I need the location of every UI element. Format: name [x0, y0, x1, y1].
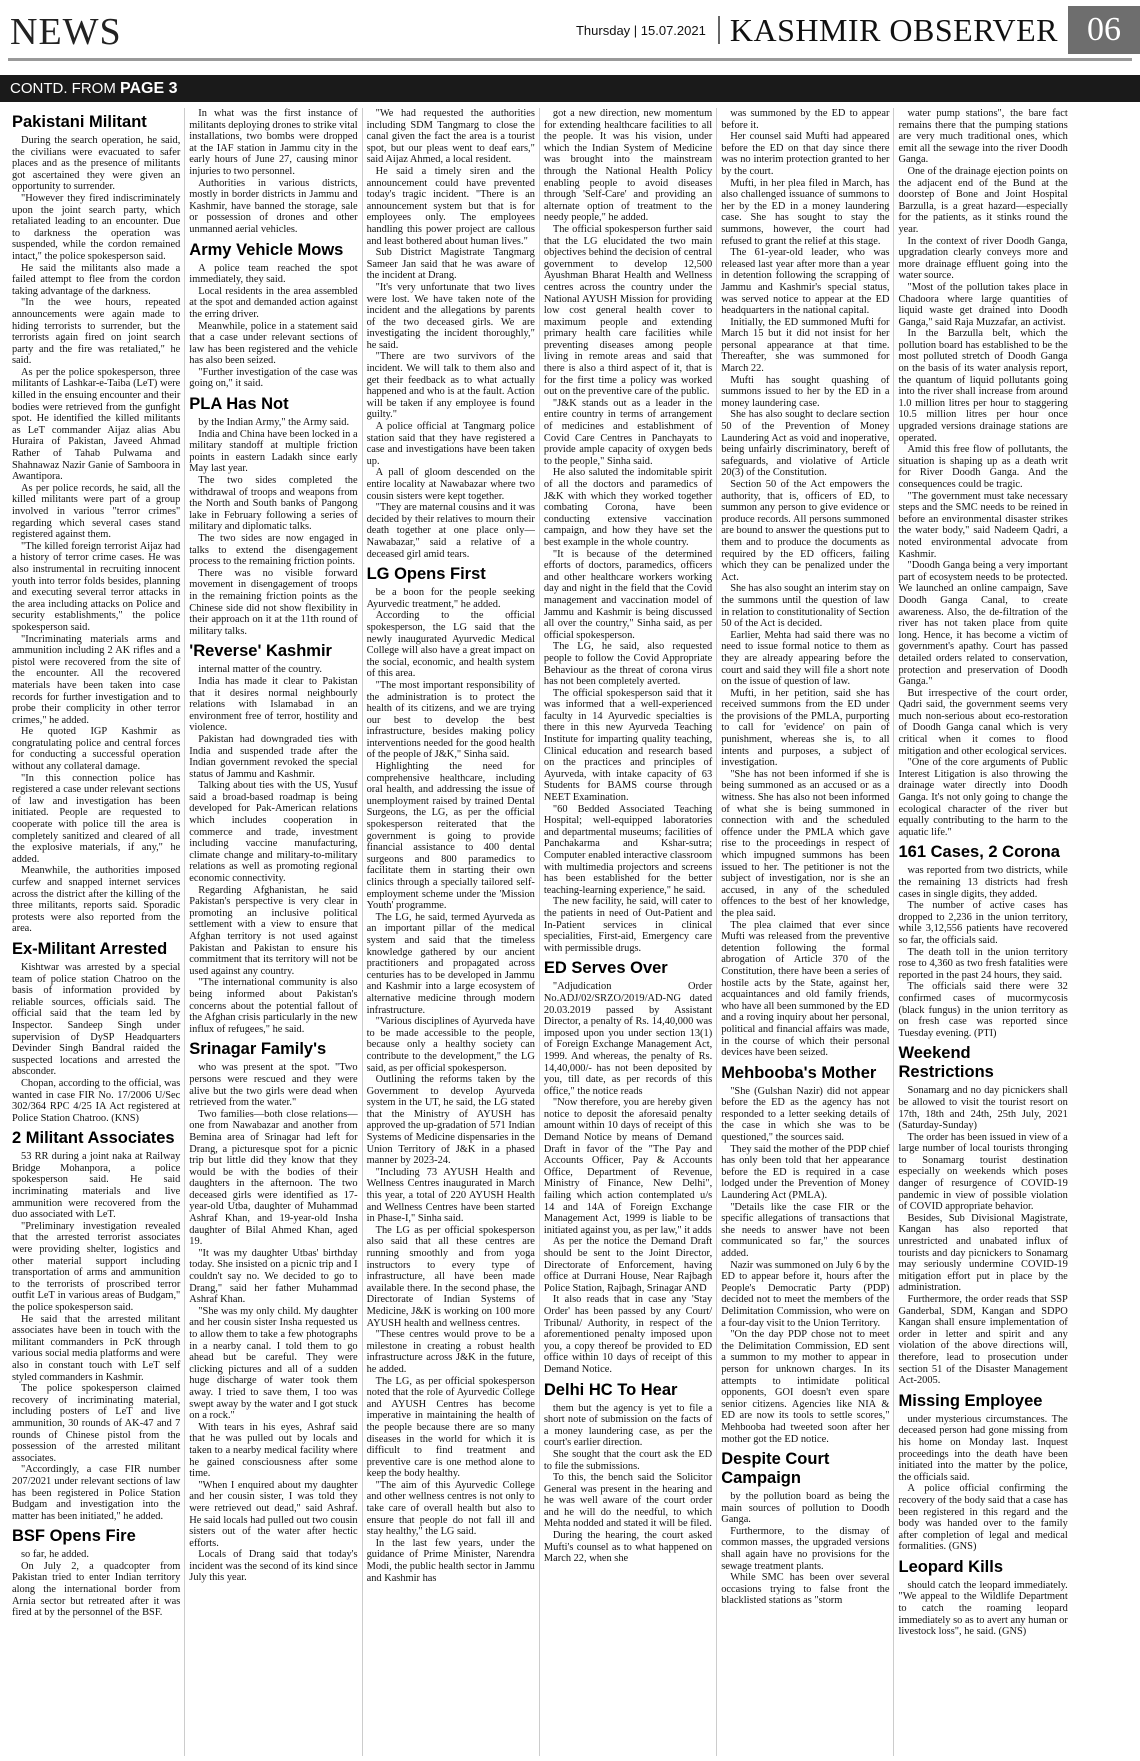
article-paragraph: Sonamarg and no day picnickers shall be allowed to visit the tourist resort on 17th, 18th and 24th, 25th July, 2021 (Saturday-Sunday) — [898, 1085, 1068, 1132]
article-paragraph: them but the agency is yet to file a short note of submission on the facts of a money laundering case, as per the court's earlier direction. — [543, 1402, 713, 1449]
article-paragraph: "Details like the case FIR or the specific allegations of transactions that she needs to answer have not been communicated so far," the sources added. — [721, 1201, 890, 1259]
article-paragraph: The number of active cases has dropped to 2,236 in the union territory, while 3,12,556 patients have recovered so far, the officials said. — [898, 900, 1068, 946]
article-paragraph: The LG, as per official spokesperson noted that the role of Ayurvedic College and AYUSH Centres has become imperative in maintaining the health of the people because there are so many diseases in the world for which it is difficult to find treatment and preventive care is one method alone to keep the body healthy. — [366, 1375, 535, 1480]
article-paragraph: The order has been issued in view of a large number of local tourists thronging to Sonamarg tourist destination especially on weekends which poses danger of resurgence of COVID-19 pandemic in view of possible violation of COVID appropriate behavior. — [898, 1131, 1068, 1213]
continued-label: CONTD. FROM — [10, 80, 120, 97]
article-paragraph: In the Barzulla belt, which the pollution board has established to be the most polluted stretch of Doodh Ganga on the basis of its water analysis report, the quantum of liquid pollutants going into the river shall increase from around 1.0 million litres per hour to staggering 10.5 million litres per hour once upgraded versions drainage stations are operated. — [898, 328, 1068, 444]
column-3 — [363, 108, 540, 1756]
article-paragraph: He quoted IGP Kashmir as congratulating police and central forces for conducting a successful operation without any collateral damage. — [12, 726, 181, 773]
issue-date: Thursday | 15.07.2021 — [564, 16, 720, 44]
column-6 — [894, 108, 1071, 1756]
article-paragraph: India has made it clear to Pakistan that it desires normal neighbourly relations with Islamabad in an environment free of terror, hostility and violence. — [189, 675, 358, 734]
article-paragraph: was summoned by the ED to appear before it. — [721, 108, 890, 131]
article-headline: 161 Cases, 2 Corona — [898, 843, 1060, 862]
article-paragraph: "Incriminating materials arms and ammunition including 2 AK rifles and a pistol were recovered from the site of the encounter. All the recovered materials have been taken into case records for further investigation and to probe their complicity in other terror crimes," he added. — [12, 633, 181, 726]
article-paragraph: A police official confirming the recovery of the body said that a case has been registered in this regard and the body was handed over to the family after completion of legal and medical formalities. (GNS) — [898, 1483, 1068, 1553]
article-paragraph: "In the wee hours, repeated announcements were again made to hiding terrorists to surrender, but the terrorists again fired on joint search party and the fire was retaliated," he said. — [12, 297, 181, 367]
article-paragraph: "Including 73 AYUSH Health and Wellness Centres inaugurated in March this year, a total of 220 AYUSH Health and Wellness Centres have been started in Phase-I," Sinha said. — [366, 1166, 535, 1225]
article-headline: Mehbooba's Mother — [721, 1063, 877, 1082]
article-paragraph: During the search operation, he said, the civilians were evacuated to safer places and as the presence of militants got ascertained they were given an opportunity to surrender. — [12, 135, 181, 193]
article-paragraph: To this, the bench said the Solicitor General was present in the hearing and he was well aware of the court order and he will do the needful, to which Mehta nodded and stated it will be filed. — [543, 1472, 713, 1530]
article-paragraph: According to the official spokesperson, the LG said that the newly inaugurated Ayurvedic Medical College will also have a great impact on the social, economic, and health system of this area. — [366, 610, 535, 680]
article-paragraph: Her counsel said Mufti had appeared before the ED on that day since there was no interim protection granted to her by the court. — [721, 131, 890, 177]
article-paragraph: The two sides completed the withdrawal of troops and weapons from the North and South banks of Pangong lake in February following a series of military and diplomatic talks. — [189, 475, 358, 533]
article-paragraph: should catch the leopard immediately. "We appeal to the Wildlife Department to catch the roaming leopard immediately so as to avert any human or livestock loss", he said. (GNS) — [898, 1579, 1068, 1638]
article-paragraph: Furthermore, the order reads that SSP Ganderbal, SDM, Kangan and SDPO Kangan shall ensure implementation of order in letter and spirit and any violation of the above directions will, therefore, lead to prosecution under section 51 of the Disaster Management Act-2005. — [898, 1294, 1068, 1387]
article-paragraph: "Doodh Ganga being a very important part of ecosystem needs to be protected. We launched an online campaign, Save Doodh Ganga Canal, to create awareness. Also, the de-filtration of the river has not taken place from quite long. Hence, it has become a victim of government's apathy. Court has passed detailed orders related to conservation, protection and preservation of Doodh Ganga." — [898, 560, 1068, 688]
article-paragraph: But irrespective of the court order, Qadri said, the government seems very much non-serious about eco-restoration of Doodh Ganga canal which is very critical when it comes to flood mitigation and other ecological services. — [898, 687, 1068, 757]
article-headline: Despite Court Campaign — [721, 1450, 830, 1488]
masthead-right — [564, 8, 1140, 52]
article-paragraph: The official spokesperson further said that the LG elucidated the two main objectives behind the decision of central government to develop 12,500 Ayushman Bharat Health and Wellness centres across the country under the National AYUSH Mission for providing low cost general health cover to maximum people and extending primary health care facilities while preventing diseases among people living in remote areas and said that there is also a third aspect of it, that is for the first time a policy was worked out on the preventive care of the public. — [543, 223, 713, 398]
article-paragraph: Mufti, in her plea filed in March, has also challenged issuance of summons to her by the ED in a money laundering case. She has sought to stay the summons, however, the court had refused to grant the relief at this stage. — [721, 177, 890, 247]
article-paragraph: Kishtwar was arrested by a special team of police station Chatroo on the basis of information provided by reliable sources, officials said. The official said that the team led by Inspector. Sandeep Singh under supervision of DySP Headquarters Devinder Singh Bandral raided the suspected locations and arrested the absconder. — [12, 961, 181, 1078]
article-paragraph: Outlining the reforms taken by the Government to develop Ayurveda system in the UT, he said, the LG stated that the Ministry of AYUSH has approved the up-gradation of 571 Indian Systems of Medicine dispensaries in the Union Territory of J&K in a phased manner by 2023-24. — [366, 1074, 535, 1167]
article-paragraph: "One of the core arguments of Public Interest Litigation is also throwing the drainage water directly into Doodh Ganga. It's not only going to change the ecological character of the river but equally contributing to the harm to the aquatic life." — [898, 757, 1068, 838]
article-paragraph: It also reads that in case any 'Stay Order' has been passed by any Court/ Tribunal/ Authority, in respect of the aforementioned penalty imposed upon you, a copy thereof be provided to ED office within 10 days of receipt of this Demand Notice. — [543, 1294, 713, 1375]
article-paragraph: The official spokesperson said that it was informed that a well-experienced faculty in 14 Ayurvedic specialties is there in this new Ayurveda Teaching Institute for imparting quality teaching, Clinical education and research based on the practices and principles of Ayurveda, with intake capacity of 63 Students for BAMS course through NEET Examination. — [543, 687, 713, 804]
column-5 — [717, 108, 894, 1756]
article-paragraph: "On the day PDP chose not to meet the Delimitation Commission, ED sent a summon to my mother to appear in person for unknown charges. In its attempts to intimidate political opponents, GOI doesn't even spare senior citizens. Agencies like NIA & ED are now its tools to settle scores," Mehbooba had tweeted soon after her mother got the ED notice. — [721, 1329, 890, 1445]
masthead — [0, 0, 1140, 62]
article-paragraph: India and China have been locked in a military standoff at multiple friction points in eastern Ladakh since early May last year. — [189, 428, 358, 475]
article-paragraph: She sought that the court ask the ED to file the submissions. — [543, 1448, 713, 1472]
article-paragraph: As per police records, he said, all the killed militants were part of a group involved in various "terror crimes" regarding which several cases stand registered against them. — [12, 482, 181, 541]
article-paragraph: Nazir was summoned on July 6 by the ED to appear before it, hours after the People's Democratic Party (PDP) decided not to meet the members of the Delimitation Commission, who were on a four-day visit to the Union Territory. — [721, 1259, 890, 1329]
article-paragraph: was reported from two districts, while the remaining 13 districts had fresh cases in single digits, they added. — [898, 865, 1068, 900]
article-paragraph: The LG, he said, also requested people to follow the Covid Appropriate Behaviour as the threat of corona virus has not been completely averted. — [543, 641, 713, 688]
article-paragraph: "Adjudication Order No.ADJ/02/SRZO/2019/AD-NG dated 20.03.2019 passed by Assistant Director, a penalty of Rs. 14,40,000 was imposed upon you under section 13(1) of Foreign Exchange Management Act, 1999. And whereas, the penalty of Rs. 14,40,000/- has not been deposited by you, till date, as per records of this office," the notice reads — [543, 981, 713, 1097]
article-paragraph: In the last few years, under the guidance of Prime Minister, Narendra Modi, the public health sector in Jammu and Kashmir has — [366, 1537, 535, 1584]
section-label: NEWS — [10, 11, 122, 53]
article-paragraph: "It is because of the determined efforts of doctors, paramedics, officers and other healthcare workers working day and night in the field that the Covid management and vaccination model of Jammu and Kashmir is being discussed all over the country," Sinha said, as per official spokesperson. — [543, 548, 713, 641]
article-paragraph: "J&K stands out as a leader in the entire country in terms of arrangement of medicines and establishment of Covid Care Centres in Panchayats to provide ample capacity of oxygen beds to the people," Sinha said. — [543, 397, 713, 467]
article-headline: Army Vehicle Mows — [189, 240, 344, 259]
article-paragraph: water pump stations", the bare fact remains there that the pumping stations are very much traditional ones, which emit all the sewage into the river Doodh Ganga. — [898, 108, 1068, 166]
article-paragraph: "The government must take necessary steps and the SMC needs to be reined in before an environmental disaster strikes the water body," said Nadeem Qadri, a noted environmental advocate from Kashmir. — [898, 490, 1068, 560]
article-paragraph: Authorities in various districts, mostly in border districts in Jammu and Kashmir, have banned the storage, sale or possession of drones and other unmanned aerial vehicles. — [189, 177, 358, 235]
article-headline: Delhi HC To Hear — [543, 1380, 678, 1399]
article-paragraph: Locals of Drang said that today's incident was the second of its kind since July this year. — [189, 1549, 358, 1584]
article-paragraph: The 61-year-old leader, who was released last year after more than a year in detention following the scrapping of Jammu and Kashmir's special status, was served notice to appear at the ED headquarters in the national capital. — [721, 247, 890, 317]
article-paragraph: who was present at the spot. "Two persons were rescued and they were alive but the two girls were dead when retrieved from the water." — [189, 1062, 358, 1109]
article-paragraph: Besides, Sub Divisional Magistrate, Kangan has also reported that unrestricted and unabated influx of tourists and day picnickers to Sonamarg may seriously undermine COVID-19 mitigation effort put in place by the administration. — [898, 1212, 1068, 1294]
article-paragraph: A police team reached the spot immediately, they said. — [189, 262, 358, 286]
column-1 — [8, 108, 185, 1756]
article-paragraph: "We had requested the authorities including SDM Tangmarg to close the canal given the fact the area is a tourist spot, but our pleas went to deaf ears," said Aijaz Ahmed, a local resident. — [366, 108, 535, 166]
article-paragraph: Sub District Magistrate Tangmarg Sameer Jan said that he was aware of the incident at Drang. — [366, 247, 535, 282]
article-paragraph: Furthermore, to the dismay of common masses, the upgraded versions shall again have no provisions for the sewage treatment plants. — [721, 1525, 890, 1572]
newspaper-name: KASHMIR OBSERVER — [729, 11, 1058, 48]
article-paragraph: The police spokesperson claimed recovery of incriminating material, including posters of LeT and live ammunition, 30 rounds of AK-47 and 7 rounds of Chinese pistol from the possession of the arrested militant associates. — [12, 1383, 181, 1464]
article-paragraph: Meanwhile, police in a statement said that a case under relevant sections of law has been registered and the vehicle has also been seized. — [189, 320, 358, 367]
article-paragraph: Local residents in the area assembled at the spot and demanded action against the erring driver. — [189, 285, 358, 320]
article-paragraph: On July 2, a quadcopter from Pakistan tried to enter Indian territory along the international border from Arnia sector but retreated after it was fired at by the personnel of the BSF. — [12, 1560, 181, 1619]
article-paragraph: "Preliminary investigation revealed that the arrested terrorist associates were providing shelter, logistics and other material support including transportation of arms and ammunition to the terrorists of proscribed terror outfit LeT in various areas of Budgam," the police spokesperson said. — [12, 1220, 181, 1313]
article-paragraph: Mufti, in her petition, said she has received summons from the ED under the provisions of the PMLA, purporting to call for 'evidence' on pain of punishment, whereas she is, to all intents and purposes, a subject of investigation. — [721, 687, 890, 769]
article-paragraph: Meanwhile, the authorities imposed curfew and snapped internet services across the district after the killing of the three militants, reports said. Sporadic protests were also reported from the area. — [12, 865, 181, 935]
article-paragraph: Earlier, Mehta had said there was no need to issue formal notice to them as they are already appearing before the court and said they will file a short note on the issue of question of law. — [721, 629, 890, 688]
column-2 — [185, 108, 362, 1756]
article-paragraph: Initially, the ED summoned Mufti for March 15 but it did not insist for her personal appearance at that time. Thereafter, she was summoned for March 22. — [721, 316, 890, 375]
article-paragraph: She has also sought to declare section 50 of the Prevention of Money Laundering Act as void and inoperative, being unfairly discriminatory, bereft of safeguards, and violative of Article 20(3) of the Constitution. — [721, 409, 890, 479]
article-paragraph: In what was the first instance of militants deploying drones to strike vital installations, two bombs were dropped at the IAF station in Jammu city in the early hours of June 27, causing minor injuries to two personnel. — [189, 108, 358, 177]
article-paragraph: Chopan, according to the official, was wanted in case FIR No. 17/2006 U/Sec 302/364 RPC 4/25 IA Act registered at Police Station Chatroo. (KNS) — [12, 1077, 181, 1124]
article-paragraph: As per the notice the Demand Draft should be sent to the Joint Director, Directorate of Enforcement, having office at Durrani House, Near Rajbagh Police Station, Rajbagh, Srinagar AND — [543, 1236, 713, 1294]
article-paragraph: "Accordingly, a case FIR number 207/2021 under relevant sections of law has been registered in Police Station Budgam and investigation into the matter has been initiated," he added. — [12, 1464, 181, 1522]
article-paragraph: "Further investigation of the case was going on," it said. — [189, 366, 358, 390]
article-paragraph: "The international community is also being informed about Pakistan's concerns about the potential fallout of the Afghan crisis particularly in the new influx of refugees," he said. — [189, 977, 358, 1035]
masthead-rule — [8, 58, 1132, 61]
article-paragraph: As per the police spokesperson, three militants of Lashkar-e-Taiba (LeT) were killed in the ensuing encounter and their bodies were retrieved from the gunfight spot. He identified the killed militants as LeT commander Aijaz alias Abu Huraira of Pakistan, Javeed Ahmad Rather of Tahab Pulwama and Shahnawaz Nazir Ganie of Samboora in Awantipora. — [12, 366, 181, 483]
article-paragraph: He said a timely siren and the announcement could have prevented today's tragic incident. "There is an announcement system but that is for employees only. The employees handling this power project are callous and least bothered about human lives." — [366, 165, 535, 247]
article-paragraph: Mufti has sought quashing of summons issued to her by the ED in a money laundering case. — [721, 374, 890, 409]
article-paragraph: "They are maternal cousins and it was decided by their relatives to mourn their death together at one place only—Nawabazar," said a relative of a deceased girl amid tears. — [366, 502, 535, 560]
article-paragraph: "However they fired indiscriminately upon the joint search party, which retaliated leading to an encounter. Due to darkness the operation was suspended, while the cordon remained intact," the police spokesperson said. — [12, 192, 181, 262]
article-paragraph: "The killed foreign terrorist Aijaz had a history of terror crime cases. He was also instrumental in recruiting innocent youth into terror folds besides, planning and executing several terror attacks in the area including attacks on Police and security establishments," the police spokesperson said. — [12, 540, 181, 633]
article-paragraph: "The most important responsibility of the administration is to protect the health of its citizens, and we are trying our best to develop the best infrastructure, besides making policy interventions needed for the good health of the people of J&K," Sinha said. — [366, 679, 535, 761]
article-headline: 2 Militant Associates — [12, 1129, 175, 1148]
article-paragraph: Amid this free flow of pollutants, the situation is shaping up as a death writ for River Doodh Ganga. And the consequences could be tragic. — [898, 444, 1068, 490]
article-paragraph: 53 RR during a joint naka at Railway Bridge Mohanpora, a police spokesperson said. He said incriminating materials and live ammunition were recovered from the duo associated with LeT. — [12, 1151, 181, 1221]
article-paragraph: While SMC has been over several occasions trying to false front the blacklisted stations as "storm — [721, 1572, 890, 1607]
article-paragraph: under mysterious circumstances. The deceased person had gone missing from his home on Monday last. Inquest proceedings into the death have been initiated into the matter by the police, the officials said. — [898, 1413, 1068, 1483]
article-paragraph: He said that the arrested militant associates have been in touch with the militant commanders in PcK through various social media platforms and were also in constant touch with LeT self styled commanders in Kashmir. — [12, 1313, 181, 1383]
article-headline: Pakistani Militant — [12, 113, 147, 131]
article-paragraph: The plea claimed that ever since Mufti was released from the preventive detention following the formal abrogation of Article 370 of the Constitution, there have been a series of hostile acts by the State, against her, acquaintances and old family friends, who have all been summoned by the ED and a roving inquiry about her personal, political and financial affairs was made, in the course of which their personal devices have been seized. — [721, 919, 890, 1059]
article-paragraph: "She was my only child. My daughter and her cousin sister Insha requested us to allow them to take a few photographs in a nearby canal. I told them to go ahead but be careful. They were clicking pictures and all of a sudden huge discharge of water took them away. I tried to save them, I too was swept away by the water and I got stuck on a rock." — [189, 1305, 358, 1422]
continued-page: PAGE 3 — [120, 80, 178, 97]
article-paragraph: In the context of river Doodh Ganga, upgradation clearly conveys more and more drainage effluent going into the water source. — [898, 235, 1068, 282]
article-paragraph: "Most of the pollution takes place in Chadoora where large quantities of liquid waste get drained into Doodh Ganga," said Raja Muzzafar, an activist. — [898, 281, 1068, 328]
article-paragraph: A pall of gloom descended on the entire locality at Nawabazar where two cousin sisters were kept together. — [366, 467, 535, 502]
article-paragraph: The officials said there were 32 confirmed cases of mucormycosis (black fungus) in the union territory as on fresh case was reported since Tuesday evening. (PTI) — [898, 981, 1068, 1039]
article-paragraph: The death toll in the union territory rose to 4,360 as two fresh fatalities were reported in the past 24 hours, they said. — [898, 946, 1068, 981]
article-paragraph: be a boon for the people seeking Ayurvedic treatment," he added. — [366, 587, 535, 610]
article-headline: Leopard Kills — [898, 1557, 1004, 1576]
article-headline: Srinagar Family's — [189, 1040, 327, 1059]
article-columns — [8, 108, 1132, 1756]
article-paragraph: by the pollution board as being the main sources of pollution to Doodh Ganga. — [721, 1491, 890, 1526]
article-paragraph: got a new direction, new momentum for extending healthcare facilities to all the people. It was his vision, under which the Indian System of Medicine was brought into the mainstream through the National Health Policy enabling people to avoid diseases through 'Self-Care' and providing an alternate option of treatment to the needy people," he added. — [543, 108, 713, 224]
article-paragraph: There was no visible forward movement in disengagement of troops in the remaining friction points as the Chinese side did not show flexibility in their approach on it at the 11th round of military talks. — [189, 567, 358, 637]
article-paragraph: "There are two survivors of the incident. We will talk to them also and get their feedback as to what actually happened and who is at the fault. Action will be taken if any employee is found guilty." — [366, 351, 535, 421]
article-paragraph: During the hearing, the court asked Mufti's counsel as to what happened on March 22, when she — [543, 1530, 713, 1565]
article-paragraph: "The aim of this Ayurvedic College and other wellness centres is not only to take care of overall health but also to ensure that people do not fall ill and stay healthy," the LG said. — [366, 1479, 535, 1538]
article-paragraph: Pakistan had downgraded ties with India and suspended trade after the Indian government revoked the special status of Jammu and Kashmir. — [189, 733, 358, 780]
article-paragraph: The two sides are now engaged in talks to extend the disengagement process to the remaining friction points. — [189, 533, 358, 568]
article-headline: LG Opens First — [366, 565, 486, 584]
article-paragraph: "She (Gulshan Nazir) did not appear before the ED as the agency has not responded to a letter seeking details of the case in which she was to be questioned," the sources said. — [721, 1085, 890, 1144]
article-paragraph: "It was my daughter Utbas' birthday today. She insisted on a picnic trip and I couldn't say no. We decided to go to Drang," said her father Muhammad Ashraf Khan. — [189, 1247, 358, 1306]
article-paragraph: The new facility, he said, will cater to the patients in need of Out-Patient and In-Patient services in clinical specialities, First-aid, Emergency care with permissible drugs. — [543, 896, 713, 954]
page-number: 06 — [1068, 6, 1140, 54]
article-paragraph: "60 Bedded Associated Teaching Hospital; well-equipped laboratories and departmental museums; facilities of Panchakarma and Kshar-sutra; Computer enabled interactive classroom with multimedia projectors and screens has been established for the better teaching-learning experience," he said. — [543, 803, 713, 896]
article-paragraph: She has also sought an interim stay on the summons until the question of law in relation to constitutionality of Section 50 of the Act is decided. — [721, 583, 890, 630]
article-paragraph: Regarding Afghanistan, he said Pakistan's perspective is very clear in promoting an inclusive political settlement with a view to ensure that Afghan territory is not used against Pakistan and Pakistan to ensure his commitment that its territory will not be used against any country. — [189, 884, 358, 977]
article-paragraph: "When I enquired about my daughter and her cousin sister, I was told they were retrieved out dead," said Ashraf. He said locals had pulled out two cousin sisters out of the water after hectic efforts. — [189, 1479, 358, 1549]
article-paragraph: "These centres would prove to be a milestone in creating a robust health infrastructure across J&K in the future, he added. — [366, 1329, 535, 1375]
article-paragraph: The LG as per official spokesperson also said that all these centres are running smoothly and from yoga instructors to every type of infrastructure, all have been made available there. In the second phase, the Directorate of Indian Systems of Medicine, J&K is working on 100 more AYUSH health and wellness centres. — [366, 1224, 535, 1329]
article-paragraph: by the Indian Army," the Army said. — [198, 417, 350, 429]
article-paragraph: "She has not been informed if she is being summoned as an accused or as a witness. She has also not been informed of what she is being summoned in connection with and the scheduled offence under the PMLA which gave rise to the proceedings in respect of which impugned summons has been issued to her. The petitioner is not the subject of investigation, nor is she an accused, in any of the scheduled offences to the best of her knowledge, the plea said. — [721, 768, 890, 919]
article-paragraph: Two families—both close relations—one from Nawabazar and another from Bemina area of Srinagar had left for Drang, a picturesque spot for a picnic trip but little did they know that they would be with the bodies of their daughters in the afternoon. The two deceased girls were identified as 17-year-old Utba, daughter of Muhammad Ashraf Khan, and 19-year-old Insha daughter of Bilal Ahmed Khan, aged 19. — [189, 1108, 358, 1248]
article-paragraph: One of the drainage ejection points on the adjacent end of the Bund at the doorstep of Bone and Joint Hospital Barzulla, is a great hazard—especially for the patients, as it stinks round the year. — [898, 165, 1068, 235]
article-paragraph: Section 50 of the Act empowers the authority, that is, officers of ED, to summon any person to give evidence or produce records. All persons summoned are bound to answer the questions put to them and to produce the documents as required by the ED officers, failing which they can be penalized under the Act. — [721, 479, 890, 583]
article-paragraph: "Now therefore, you are hereby given notice to deposit the aforesaid penalty amount within 10 days of receipt of this Demand Notice by means of Demand Draft in favor of the "The Pay and Accounts Officer, Pay & Accounts Office, Department of Revenue, Ministry of Finance, New Delhi", failing which action contemplated u/s 14 and 14A of Foreign Exchange Management Act, 1999 is liable to be initiated against you, as per law," it adds — [543, 1097, 713, 1236]
article-paragraph: Talking about ties with the US, Yusuf said a broad-based roadmap is being developed for Pak-American relations which includes cooperation in commerce and trade, investment including vaccine manufacturing, climate change and military-to-military relations as well as promoting regional economic connectivity. — [189, 780, 358, 885]
article-paragraph: They said the mother of the PDP chief has only been told that her appearance before the ED is required in a case lodged under the Prevention of Money Laundering Act (PMLA). — [721, 1143, 890, 1202]
article-headline: Missing Employee — [898, 1391, 1043, 1410]
article-headline: ED Serves Over — [543, 959, 668, 978]
article-paragraph: internal matter of the country. — [198, 664, 322, 676]
article-paragraph: A police official at Tangmarg police station said that they have registered a case and investigations have been taken up. — [366, 421, 535, 467]
article-headline: 'Reverse' Kashmir — [189, 642, 332, 661]
article-paragraph: "It's very unfortunate that two lives were lost. We have taken note of the incident and the allegations by parents of the two deceased girls. We are investigating the incident thoroughly," he said. — [366, 281, 535, 351]
article-paragraph: Highlighting the need for comprehensive healthcare, including oral health, and addressing the issue of unemployment raised by trained Dental Surgeons, the LG, as per the official spokesperson reiterated that the government is going to provide financial assistance to 400 dental surgeons and 800 paramedics to facilitate them in starting their own clinics through a specially tailored self-employment scheme under the 'Mission Youth' programme. — [366, 761, 535, 912]
article-paragraph: With tears in his eyes, Ashraf said that he was pulled out by locals and taken to a nearby medical facility where he gained consciousness after some time. — [189, 1421, 358, 1480]
article-paragraph: "In this connection police has registered a case under relevant sections of law and investigation has been initiated. People are requested to cooperate with police till the area is completely sanitized and cleared of all the explosive materials, if any," he added. — [12, 772, 181, 865]
article-headline: BSF Opens Fire — [12, 1527, 136, 1546]
continued-banner — [0, 75, 1140, 102]
article-paragraph: The LG, he said, termed Ayurveda as an important pillar of the medical system and said that the timeless knowledge gathered by our ancient practitioners and propagated across centuries has to be developed in Jammu and Kashmir into a large ecosystem of alternative medicine through modern infrastructure. — [366, 911, 535, 1016]
column-4 — [540, 108, 717, 1756]
article-paragraph: He said the militants also made a failed attempt to flee from the cordon taking advantage of the darkness. — [12, 262, 181, 297]
article-headline: Ex-Militant Arrested — [12, 939, 168, 958]
article-paragraph: He also saluted the indomitable spirit of all the doctors and paramedics of J&K with which they worked together combating Corona, have been conducting extensive vaccination campaign, and how they have set the best example in the whole country. — [543, 467, 713, 548]
article-paragraph: so far, he added. — [21, 1549, 89, 1561]
article-headline: Weekend Restrictions — [898, 1044, 994, 1082]
article-headline: PLA Has Not — [189, 395, 289, 414]
article-paragraph: "Various disciplines of Ayurveda have to be made accessible to the people, because only a healthy society can contribute to the development," the LG said, as per official spokesperson. — [366, 1016, 535, 1074]
